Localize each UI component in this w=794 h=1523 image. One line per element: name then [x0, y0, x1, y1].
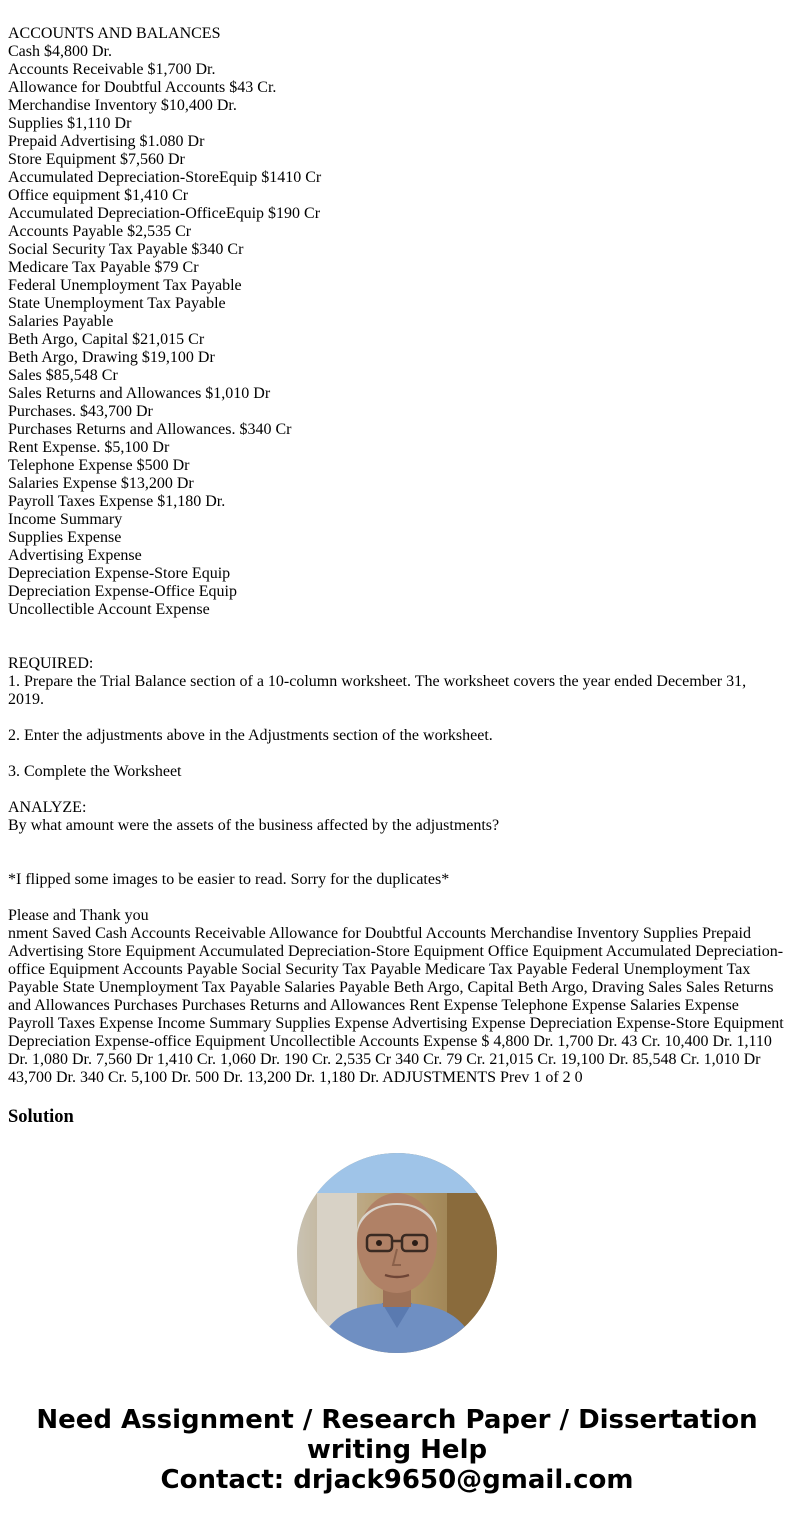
- account-line: Medicare Tax Payable $79 Cr: [8, 259, 199, 276]
- promo-line-1: Need Assignment / Research Paper / Dissertation: [36, 1405, 758, 1435]
- account-line: Purchases Returns and Allowances. $340 Cr: [8, 421, 292, 438]
- closing-text: Please and Thank you: [8, 907, 149, 924]
- account-line: Merchandise Inventory $10,400 Dr.: [8, 97, 237, 114]
- account-line: Office equipment $1,410 Cr: [8, 187, 189, 204]
- analyze-heading: ANALYZE:: [8, 799, 87, 816]
- account-line: Cash $4,800 Dr.: [8, 43, 112, 60]
- account-line: Supplies Expense: [8, 529, 122, 546]
- account-line: Depreciation Expense-Office Equip: [8, 583, 237, 600]
- promo-line-2: writing Help: [306, 1435, 488, 1465]
- author-note: *I flipped some images to be easier to read. Sorry for the duplicates*: [8, 871, 450, 888]
- account-line: Salaries Payable: [8, 313, 114, 330]
- account-line: Accumulated Depreciation-OfficeEquip $190 Cr: [8, 205, 321, 222]
- account-line: Rent Expense. $5,100 Dr: [8, 439, 170, 456]
- promo-contact: Contact: drjack9650@gmail.com: [160, 1465, 634, 1495]
- account-line: Depreciation Expense-Store Equip: [8, 565, 231, 582]
- account-line: Advertising Expense: [8, 547, 142, 564]
- account-line: Beth Argo, Capital $21,015 Cr: [8, 331, 205, 348]
- required-heading: REQUIRED:: [8, 655, 94, 672]
- account-line: Payroll Taxes Expense $1,180 Dr.: [8, 493, 226, 510]
- account-line: Sales $85,548 Cr: [8, 367, 118, 384]
- tutor-avatar: [297, 1153, 497, 1353]
- account-line: Beth Argo, Drawing $19,100 Dr: [8, 349, 215, 366]
- account-line: Allowance for Doubtful Accounts $43 Cr.: [8, 79, 277, 96]
- account-line: Purchases. $43,700 Dr: [8, 403, 153, 420]
- account-line: Income Summary: [8, 511, 123, 528]
- accounts-list: [8, 43, 786, 619]
- account-line: Accounts Receivable $1,700 Dr.: [8, 61, 216, 78]
- ocr-text: nment Saved Cash Accounts Receivable Allowance for Doubtful Accounts Merchandise Inventory Supplies Prepaid Advertising Store Equipment Accumulated Depreciation-Store Equipment Office Equipment Accumulated Depreciation-office Equipment Accounts Payable Social Security Tax Payable Medicare Tax Payable Federal Unemployment Tax Payable State Unemployment Tax Payable Salaries Payable Beth Argo, Capital Beth Argo, Draving Sales Sales Returns and Allowances Purchases Purchases Returns and Allowances Rent Expense Telephone Expense Salaries Expense Payroll Taxes Expense Income Summary Supplies Expense Advertising Expense Depreciation Expense-Store Equipment Depreciation Expense-office Equipment Uncollectible Accounts Expense $ 4,800 Dr. 1,700 Dr. 43 Cr. 10,400 Dr. 1,110 Dr. 1,080 Dr. 7,560 Dr 1,410 Cr. 1,060 Dr. 190 Cr. 2,535 Cr 340 Cr. 79 Cr. 21,015 Cr. 19,100 Dr. 85,548 Cr. 1,010 Dr 43,700 Dr. 340 Cr. 5,100 Dr. 500 Dr. 13,200 Dr. 1,180 Dr. ADJUSTMENTS Prev 1 of 2 0: [8, 925, 784, 1086]
- analyze-question: By what amount were the assets of the business affected by the adjustments?: [8, 817, 500, 834]
- account-line: Salaries Expense $13,200 Dr: [8, 475, 194, 492]
- account-line: Sales Returns and Allowances $1,010 Dr: [8, 385, 271, 402]
- account-line: Store Equipment $7,560 Dr: [8, 151, 185, 168]
- accounts-heading: ACCOUNTS AND BALANCES: [8, 25, 221, 42]
- required-item-3: 3. Complete the Worksheet: [8, 763, 182, 780]
- account-line: Accumulated Depreciation-StoreEquip $1410 Cr: [8, 169, 322, 186]
- account-line: Federal Unemployment Tax Payable: [8, 277, 242, 294]
- tutor-portrait-image: [297, 1153, 497, 1353]
- promo-banner: [0, 1405, 794, 1495]
- question-body: [8, 25, 786, 1087]
- required-item-2: 2. Enter the adjustments above in the Adjustments section of the worksheet.: [8, 727, 493, 744]
- required-item-1: 1. Prepare the Trial Balance section of a 10-column worksheet. The worksheet covers the year ended December 31, 2019.: [8, 673, 747, 708]
- account-line: Social Security Tax Payable $340 Cr: [8, 241, 244, 258]
- account-line: Supplies $1,110 Dr: [8, 115, 132, 132]
- account-line: Prepaid Advertising $1.080 Dr: [8, 133, 205, 150]
- account-line: Uncollectible Account Expense: [8, 601, 210, 618]
- account-line: Accounts Payable $2,535 Cr: [8, 223, 192, 240]
- account-line: State Unemployment Tax Payable: [8, 295, 226, 312]
- solution-heading: Solution: [8, 1107, 74, 1122]
- account-line: Telephone Expense $500 Dr: [8, 457, 190, 474]
